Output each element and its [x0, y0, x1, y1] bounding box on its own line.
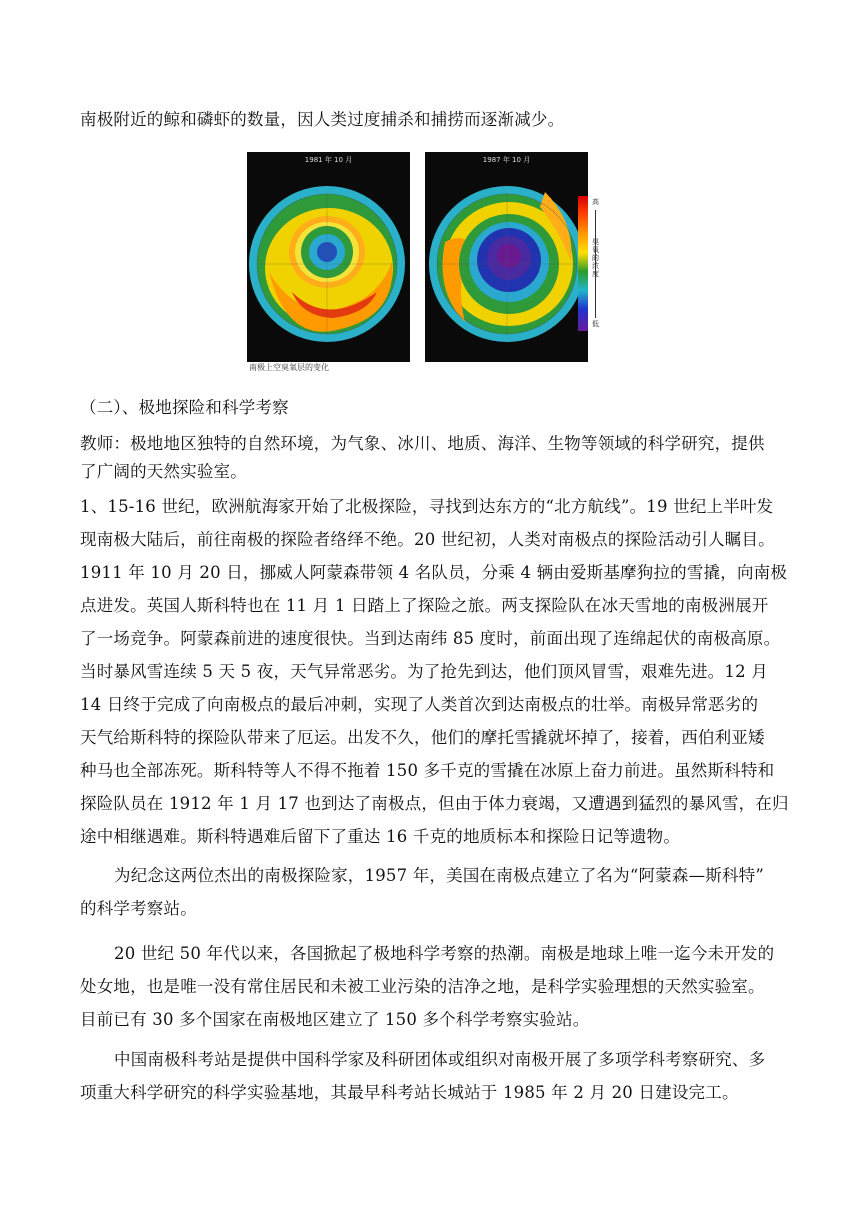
figure-caption: 南极上空臭氧层的变化 — [249, 363, 329, 372]
paragraph-line: 1、15-16 世纪，欧洲航海家开始了北极探险，寻找到达东方的“北方航线”。19 世纪上半叶发 — [80, 497, 774, 516]
paragraph-line: 为纪念这两位杰出的南极探险家，1957 年，美国在南极点建立了名为“阿蒙森—斯科特” — [114, 866, 765, 885]
paragraph-line: 探险队员在 1912 年 1 月 17 也到达了南极点，但由于体力衰竭，又遭遇到猛烈的暴风雪，在归 — [80, 794, 789, 813]
legend-high-label: 高 — [592, 198, 599, 206]
paragraph-line: 教师：极地地区独特的自然环境，为气象、冰川、地质、海洋、生物等领域的科学研究，提供 — [80, 434, 765, 453]
ozone-legend — [575, 196, 605, 331]
section-heading: （二）、极地探险和科学考察 — [80, 398, 289, 417]
legend-color-bar — [578, 196, 588, 331]
paragraph-line: 的科学考察站。 — [80, 899, 197, 918]
paragraph-line: 1911 年 10 月 20 日，挪威人阿蒙森带领 4 名队员，分乘 4 辆由爱斯基摩狗拉的雪撬，向南极 — [80, 563, 788, 582]
paragraph-line: 当时暴风雪连续 5 天 5 夜，天气异常恶劣。为了抢先到达，他们顶风冒雪，艰难先进。12 月 — [80, 662, 768, 681]
paragraph-line: 目前已有 30 多个国家在南极地区建立了 150 多个科学考察实验站。 — [80, 1010, 590, 1029]
map-title-1987: 1987 年 10 月 — [482, 156, 531, 164]
map-title-1981: 1981 年 10 月 — [304, 156, 353, 164]
paragraph-line: 南极附近的鲸和磷虾的数量，因人类过度捕杀和捕捞而逐渐减少。 — [80, 110, 565, 129]
paragraph-line: 天气给斯科特的探险队带来了厄运。出发不久，他们的摩托雪撬就坏掉了，接着，西伯利亚矮 — [80, 728, 765, 747]
paragraph-line: 途中相继遇难。斯科特遇难后留下了重达 16 千克的地质标本和探险日记等遗物。 — [80, 827, 681, 846]
paragraph-line: 了广阔的天然实验室。 — [80, 462, 247, 481]
ozone-map-1981 — [247, 152, 410, 362]
paragraph-line: 种马也全部冻死。斯科特等人不得不拖着 150 多千克的雪撬在冰原上奋力前进。虽然斯科特和 — [80, 761, 775, 780]
legend-concentration-label: 臭氧的浓度 — [592, 238, 599, 278]
paragraph-line: 了一场竞争。阿蒙森前进的速度很快。当到达南纬 85 度时，前面出现了连绵起伏的南极高原。 — [80, 629, 781, 648]
paragraph-line: 14 日终于完成了向南极点的最后冲刺，实现了人类首次到达南极点的壮举。南极异常恶劣的 — [80, 695, 759, 714]
legend-low-label: 低 — [592, 320, 599, 328]
ozone-map-1987 — [425, 152, 588, 362]
paragraph-line: 20 世纪 50 年代以来，各国掀起了极地科学考察的热潮。南极是地球上唯一迄今未开发的 — [114, 944, 775, 963]
paragraph-line: 处女地，也是唯一没有常住居民和未被工业污染的洁净之地，是科学实验理想的天然实验室。 — [80, 977, 765, 996]
paragraph-line: 现南极大陆后，前往南极的探险者络绎不绝。20 世纪初，人类对南极点的探险活动引人瞩目。 — [80, 530, 775, 549]
paragraph-line: 中国南极科考站是提供中国科学家及科研团体或组织对南极开展了多项学科考察研究、多 — [114, 1050, 766, 1069]
paragraph-line: 点进发。英国人斯科特也在 11 月 1 日踏上了探险之旅。两支探险队在冰天雪地的南极洲展开 — [80, 596, 769, 615]
paragraph-line: 项重大科学研究的科学实验基地，其最早科考站长城站于 1985 年 2 月 20 日建设完工。 — [80, 1083, 739, 1102]
ozone-figure — [247, 148, 612, 380]
